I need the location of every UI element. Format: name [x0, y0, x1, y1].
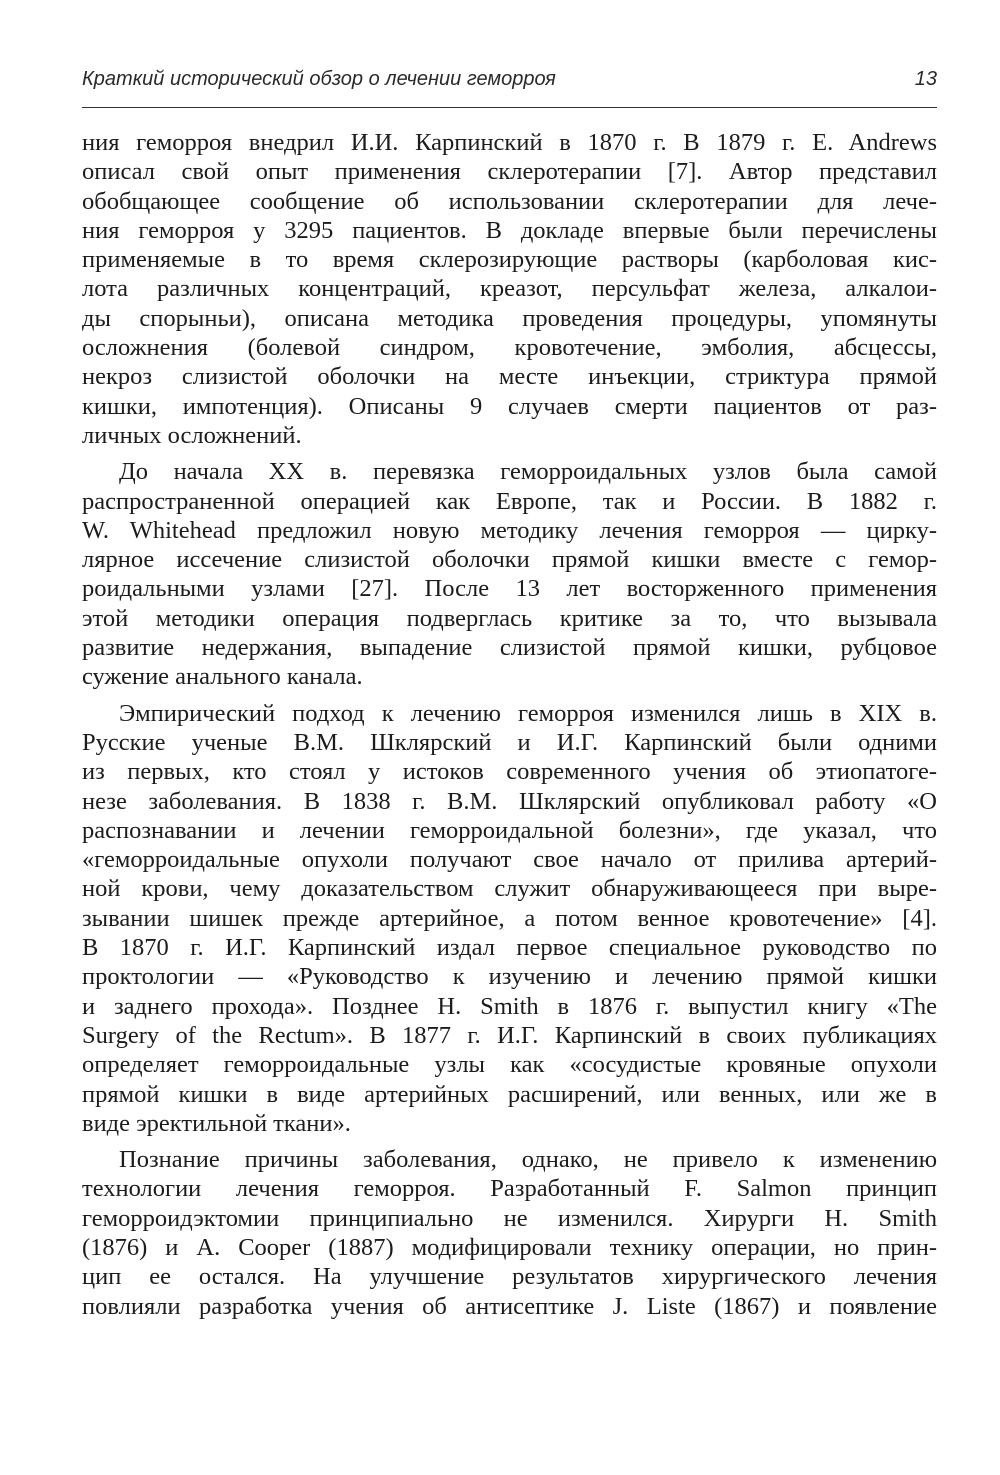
- text-line: В 1870 г. И.Г. Карпинский издал первое специальное руководство по: [82, 934, 937, 962]
- text-line: ды спорыньи), описана методика проведения процедуры, упомянуты: [82, 304, 937, 332]
- text-line: виде эректильной ткани».: [82, 1109, 351, 1137]
- text-line: W. Whitehead предложил новую методику лечения геморроя — цирку-: [82, 516, 937, 544]
- text-line: Познание причины заболевания, однако, не привело к изменению: [119, 1146, 937, 1174]
- chapter-title: Краткий исторический обзор о лечении геморроя: [82, 68, 556, 90]
- text-line: ния геморроя внедрил И.И. Карпинский в 1870 г. В 1879 г. E. Andrews: [82, 129, 937, 156]
- paragraph-gap: [82, 450, 937, 457]
- text-line: незе заболевания. В 1838 г. В.М. Шклярский опубликовал работу «О: [82, 787, 937, 815]
- text-line: осложнения (болевой синдром, кровотечение, эмболия, абсцессы,: [82, 334, 937, 362]
- text-line: из первых, кто стоял у истоков современного учения об этиопатоге-: [82, 758, 937, 786]
- text-line: «геморроидальные опухоли получают свое начало от прилива артерий-: [82, 846, 937, 874]
- text-line: технологии лечения геморроя. Разработанный F. Salmon принцип: [82, 1175, 937, 1203]
- running-header: [82, 66, 937, 100]
- text-line: и заднего прохода». Позднее H. Smith в 1876 г. выпустил книгу «The: [82, 992, 937, 1020]
- text-line: обобщающее сообщение об использовании склеротерапии для лече-: [82, 187, 937, 215]
- paragraph-gap: [82, 1138, 937, 1145]
- text-line: Эмпирический подход к лечению геморроя изменился лишь в XIX в.: [119, 699, 937, 727]
- text-line: (1876) и A. Cooper (1887) модифицировали технику операции, но прин-: [82, 1233, 937, 1261]
- text-line: распространенной операцией как Европе, так и России. В 1882 г.: [82, 487, 937, 515]
- text-line: лярное иссечение слизистой оболочки прямой кишки вместе с гемор-: [82, 546, 937, 574]
- text-line: личных осложнений.: [82, 421, 302, 449]
- header-rule: [82, 107, 937, 108]
- text-line: этой методики операция подверглась критике за то, что вызывала: [82, 604, 937, 632]
- text-line: лота различных концентраций, креазот, персульфат железа, алкалои-: [82, 275, 937, 303]
- text-line: Русские ученые В.М. Шклярский и И.Г. Карпинский были одними: [82, 728, 937, 756]
- paragraph-gap: [82, 692, 937, 699]
- text-line: цип ее остался. На улучшение результатов хирургического лечения: [82, 1263, 937, 1291]
- text-line: До начала XX в. перевязка геморроидальных узлов была самой: [119, 458, 937, 486]
- text-line: сужение анального канала.: [82, 663, 363, 691]
- text-line: проктологии — «Руководство к изучению и лечению прямой кишки: [82, 963, 937, 991]
- text-line: прямой кишки в виде артерийных расширений, или венных, или же в: [82, 1080, 937, 1108]
- text-line: кишки, импотенция). Описаны 9 случаев смерти пациентов от раз-: [82, 392, 937, 420]
- text-line: описал свой опыт применения склеротерапии [7]. Автор представил: [82, 158, 937, 186]
- text-line: распознавании и лечении геморроидальной болезни», где указал, что: [82, 816, 937, 844]
- text-line: повлияли разработка учения об антисептике J. Liste (1867) и появление: [82, 1292, 937, 1320]
- text-line: роидальными узлами [27]. После 13 лет восторженного применения: [82, 575, 937, 603]
- text-line: геморроидэктомии принципиально не изменился. Хирурги H. Smith: [82, 1204, 937, 1232]
- body-text: [82, 128, 937, 1321]
- text-line: ния геморроя у 3295 пациентов. В докладе впервые были перечислены: [82, 216, 937, 244]
- text-line: определяет геморроидальные узлы как «сосудистые кровяные опухоли: [82, 1051, 937, 1079]
- text-line: применяемые в то время склерозирующие растворы (карболовая кис-: [82, 246, 937, 274]
- text-line: Surgery of the Rectum». В 1877 г. И.Г. Карпинский в своих публикациях: [82, 1021, 937, 1049]
- page-number: 13: [914, 68, 937, 90]
- text-line: ной крови, чему доказательством служит обнаруживающееся при выре-: [82, 875, 937, 903]
- text-line: некроз слизистой оболочки на месте инъекции, стриктура прямой: [82, 363, 937, 391]
- text-line: развитие недержания, выпадение слизистой прямой кишки, рубцовое: [82, 634, 937, 662]
- text-line: зывании шишек прежде артерийное, а потом венное кровотечение» [4].: [82, 904, 937, 932]
